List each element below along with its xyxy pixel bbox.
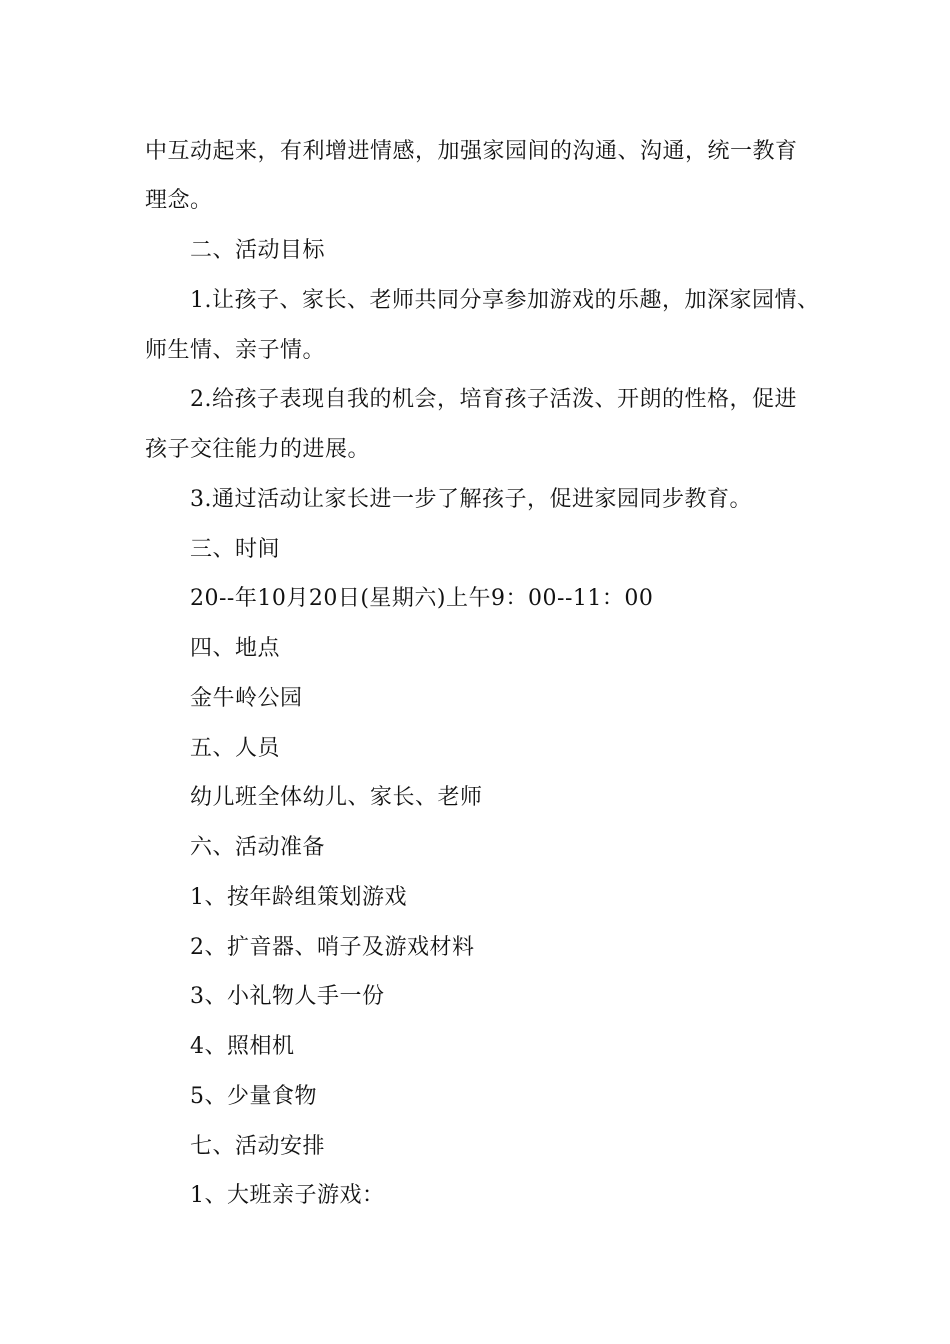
- section-heading-goals: 二、活动目标: [190, 238, 326, 263]
- preparation-item-3: 3、小礼物人手一份: [190, 984, 385, 1009]
- section-heading-time: 三、时间: [190, 537, 281, 562]
- section-heading-location: 四、地点: [190, 636, 281, 661]
- section-heading-preparation: 六、活动准备: [190, 835, 326, 860]
- goal-item-3: 3.通过活动让家长进一步了解孩子，促进家园同步教育。: [190, 487, 752, 512]
- section-heading-participants: 五、人员: [190, 736, 281, 761]
- time-value: 20--年10月20日(星期六)上午9：00--11：00: [190, 586, 654, 611]
- preparation-item-5: 5、少量食物: [190, 1084, 317, 1109]
- preparation-item-1: 1、按年龄组策划游戏: [190, 885, 407, 910]
- location-value: 金牛岭公园: [190, 686, 303, 711]
- text-line-1: 中互动起来，有利增进情感，加强家园间的沟通、沟通，统一教育: [145, 139, 798, 164]
- participants-value: 幼儿班全体幼儿、家长、老师: [190, 785, 483, 810]
- goal-item-2: 2.给孩子表现自我的机会，培育孩子活泼、开朗的性格，促进: [190, 387, 797, 412]
- text-line-2: 理念。: [145, 188, 213, 213]
- goal-item-2-continued: 孩子交往能力的进展。: [145, 437, 371, 462]
- schedule-item-1: 1、大班亲子游戏：: [190, 1183, 385, 1208]
- preparation-item-2: 2、扩音器、哨子及游戏材料: [190, 935, 475, 960]
- preparation-item-4: 4、照相机: [190, 1034, 295, 1059]
- goal-item-1: 1.让孩子、家长、老师共同分享参加游戏的乐趣，加深家园情、: [190, 288, 820, 313]
- goal-item-1-continued: 师生情、亲子情。: [145, 338, 326, 363]
- section-heading-schedule: 七、活动安排: [190, 1134, 326, 1159]
